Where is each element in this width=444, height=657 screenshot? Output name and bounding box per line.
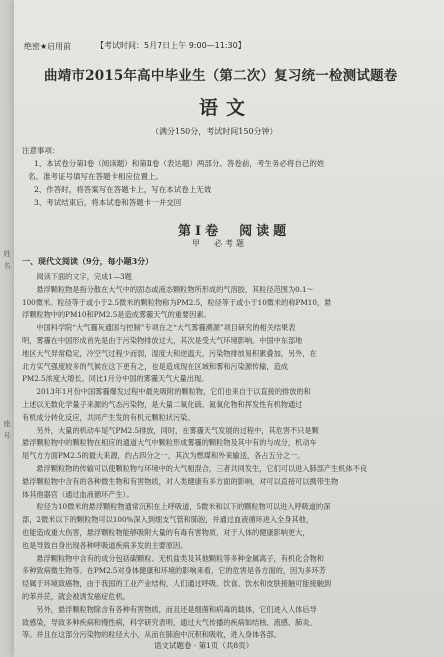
exam-sheet <box>14 0 444 657</box>
binding-margin <box>0 0 14 657</box>
notes-heading: 注意事项： <box>22 146 60 155</box>
passage-line: 悬浮颗粒物是指分散在大气中的固态或液态颗粒物所形成的气溶胶，其粒径范围为0.1～ <box>22 284 314 294</box>
margin-label-3: 座 <box>3 420 11 428</box>
exam-time: 【考试时间：5月7日上午 9:00—11:30】 <box>96 41 246 50</box>
passage-line: 体其他器官（通过血液循环产生）。 <box>22 489 134 499</box>
passage-line: 烃属于环境致癌物，由于我国的工业产业结构，人们通过呼吸、饮食、饮水和皮肤接触可能接触到 <box>22 579 332 589</box>
passage-line: 等。并且在这部分污染物的粒径大小，从而在肺泡中沉积和吸收，进入身体各部。 <box>22 630 281 640</box>
passage-line: 2013年1月份中国雾霾爆发过程中最先吸附的颗粒物，它们也来自于以直接的排放的和 <box>22 387 311 397</box>
passage-line: 地区大气异常稳定，冷空气过程少而弱，湿度大和逆温天，污染物排放易积累叠加，另外，在 <box>22 348 317 358</box>
passage-line: 另外，悬浮颗粒物除含有各种有害物质，而且还是细菌和病毒的载体，它们进入人体后导 <box>22 604 317 614</box>
passage-line: 北方实气强度较多的气候在这下更有之，也是造成现在区域和雾和污染源传输，造成 <box>22 361 288 371</box>
note-item: 1、本试卷分第Ⅰ卷（阅读题）和第Ⅱ卷（表达题）两部分。答卷前，考生务必将自己的姓 <box>34 159 325 168</box>
margin-label-1: 姓 <box>3 250 11 258</box>
passage-line: 也是导致自身出现各种呼吸道疾病多发的主要原因。 <box>22 540 188 550</box>
passage-line: 尾气方方面PM2.5的最大来源，约占四分之一，其次为燃煤和外来输送，各占五分之一。 <box>22 451 305 461</box>
secret-label: 绝密★启用前 <box>24 42 72 51</box>
note-item: 3、考试结束后，将本试卷和答题卡一并交回 <box>34 198 182 207</box>
passage-line: 上述以无数化学量子来源的气态污染物，是大量二氧化硫、氮氧化物和挥发性有机物通过 <box>22 400 303 409</box>
passage-line: 悬浮颗粒物中含有的成分包括碳颗粒、无机盐类及其他颗粒等多种金属离子，有机化合物和 <box>22 553 324 563</box>
margin-label-4: 号 <box>3 432 11 440</box>
passage-line: 浮颗粒物中的PM10和PM2.5是造成雾霾天气的重要因素。 <box>22 310 211 320</box>
note-item: 名、准考证号填写在答题卡相应位置上。 <box>28 172 163 181</box>
volume-subtitle: 甲 必考题 <box>192 239 247 248</box>
passage-line: PM2.5浓度大增长。同比1月分中国的雾霾天气大量出现。 <box>22 374 209 384</box>
section-title: 一、现代文阅读（9分，每小题3分） <box>22 256 154 266</box>
score-line: （满分150分，考试时间150分钟） <box>151 127 278 136</box>
subject-title: 语文 <box>199 97 254 119</box>
passage-line: 另外，大量的机动车尾气PM2.5排放，同时，在雾霾天气发展的过程中，其危害不只是颗 <box>22 425 319 435</box>
passage-line: 悬浮颗粒物中的颗粒物在相应的通道大气中颗粒形成雾霾的颗粒物及其中有的与成分，机动车 <box>22 438 317 448</box>
page-footer: 语文试题卷 · 第1页（共8页） <box>154 641 254 650</box>
passage-line: 阅读下面的文字，完成1—3题 <box>22 272 132 281</box>
passage-line: 粒径为10微米的悬浮颗粒物通常沉积在上呼吸道，5微米和以下的颗粒物可以进入呼吸道的深 <box>22 502 331 512</box>
passage-line: 有机成分转化反应，共同产生发的有机元颗粒状污染。 <box>22 412 195 422</box>
passage-line: 悬浮颗粒物中含有的各种微生物和有害物质，对人类健康有多方面的影响，对可以直接可以携带生物 <box>22 476 339 486</box>
passage-line: 100微米。粒径等于或小于2.5微米的颗粒物称为PM2.5，粒径等于或小于10微米的称PM10，悬 <box>22 297 332 307</box>
margin-label-2: 名 <box>3 262 11 270</box>
exam-title: 曲靖市2015年高中毕业生（第二次）复习统一检测试题卷 <box>44 68 398 84</box>
passage-line: 多种致病微生物等。在PM2.5对身体健康和环境的影响来看，它的危害是各方面的，因为多环芳 <box>22 566 326 576</box>
passage-line: 的苯并芘，就会被诱发癌症危机。 <box>22 592 130 601</box>
passage-line: 中国科学院“大气霾灰通国与控制”专项在之“大气雾霾溯源”项目研究的相关结果表 <box>22 323 296 333</box>
passage-line: 部，2微米以下的颗粒物可以100%深入到细支气管和肺泡，并通过血液循环进入全身其他， <box>22 515 314 525</box>
passage-line: 也能造成重大伤害，悬浮颗粒物能够吸附大量的有毒有害物质，对于人体的健康影响更大， <box>22 528 310 537</box>
passage-line: 致感染，导致多种疾病和慢性病，科学研究表明，通过大气传播的疾病如结核、流感、肺炎、 <box>22 617 317 627</box>
passage-line: 悬浮颗粒物的传输可以使颗粒物与环境中的大气相混合，三者共同发生，它们可以进入肺部产生机体不良 <box>22 464 368 473</box>
volume-title: 第Ⅰ卷 阅读题 <box>178 224 291 239</box>
note-item: 2、作答时，将答案写在答题卡上，写在本试卷上无效 <box>34 185 212 194</box>
passage-line: 明，雾霾在中国形成首先是由于污染物排放过大，其次是受大气环境影响。中国中东部地 <box>22 336 303 345</box>
